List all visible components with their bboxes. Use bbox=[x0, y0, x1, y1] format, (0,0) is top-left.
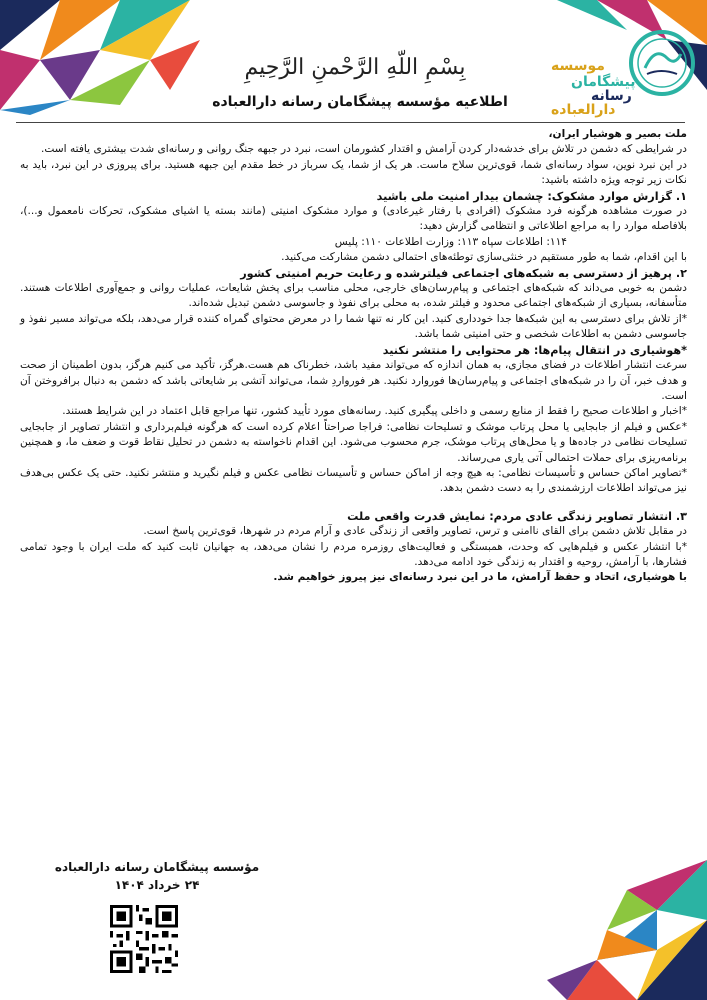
section-3-text: در مقابل تلاش دشمن برای القای ناامنی و ترس، تصاویر واقعی از زندگی عادی و آرام مردم در شهرها، قوی‌ترین پاسخ است. bbox=[143, 525, 687, 538]
intro-paragraph-1: در شرایطی که دشمن در تلاش برای خدشه‌دار کردن آرامش و اقتدار کشورمان است، نبرد در جبهه جنگ روانی و رسانه‌ای شدت بیشتری یافته است. bbox=[41, 143, 687, 156]
signature-org: مؤسسه پیشگامان رسانه دارالعباده bbox=[54, 860, 260, 874]
section-2-bullet: *از تلاش برای دسترسی به این شبکه‌ها جدا خودداری کنید. این کار نه تنها شما را در معرض محتوای گمراه کننده قرار می‌دهد، بلکه می‌تواند مسیر نفوذ و جاسوسی دشمن به اطلاعات شخصی و حتی امنیتی شما باشد. bbox=[20, 312, 687, 341]
announcement-body bbox=[20, 127, 687, 586]
section-2-text: دشمن به خوبی می‌داند که شبکه‌های اجتماعی و پیام‌رسان‌های خارجی، محلی مناسب برای پخش شایعات، عملیات روانی و جمع‌آوری اطلاعات هستند. متأسفانه، بسیاری از شبکه‌های اجتماعی محدود و فیلتر شده، به محلی برای نفوذ و جاسوسی دشمن تبدیل شده‌اند. bbox=[20, 282, 687, 310]
page-title: اطلاعیه مؤسسه پیشگامان رسانه دارالعباده bbox=[212, 94, 508, 110]
signature-block bbox=[47, 858, 267, 894]
intro-paragraph-2: در این نبرد نوین، سواد رسانه‌ای شما، قوی‌ترین سلاح ماست. هر یک از شما، یک سرباز در خط مقدم این جبهه هستید. برای پیروزی در این نبرد، باید به نکات زیر توجه ویژه داشته باشید: bbox=[20, 158, 687, 187]
section-2-heading: ۲. پرهیز از دسترسی به شبکه‌های اجتماعی فیلترشده و رعایت حریم امنیتی کشور bbox=[240, 266, 687, 280]
section-1-text: در صورت مشاهده هرگونه فرد مشکوک (افرادی با رفتار غیرعادی) و موارد مشکوک امنیتی (مانند بسته یا اشیای مشکوک، تحرکات نامعمول و...)، بلافاصله موارد را به مراجع اطلاعاتی و انتظامی گزارش دهید: bbox=[20, 205, 687, 233]
bullet-forwarding-text: سرعت انتشار اطلاعات در فضای مجازی، به همان اندازه که می‌تواند مفید باشد، خطرناک هم هست.هرگز، تأکید می کنیم هرگز، بدون اطمینان از صحت و هدف خبر، آن را در شبکه‌های اجتماعی و پیام‌رسان‌ها فوروارد نکنید. هر فورواردِ شما، می‌تواند آتشی بر شایعاتی باشد که دشمن به دنبال برافروختن آن است. bbox=[20, 359, 687, 402]
logo-text-line3: رسانه bbox=[591, 88, 632, 104]
bullet-missile-footage: *عکس و فیلم از جابجایی یا محل پرتاب موشک و تسلیحات نظامی: فراجا صراحتاً اعلام کرده است که هرگونه فیلم‌برداری و انتشار تصاویر از جابجایی تسلیحات نظامی در جاده‌ها و یا محل‌های پرتاب موشک، جرم محسوب می‌شود. این اقدام ناخواسته به دشمن در تحلیل نقاط قوت و ضعف ما، و همچنین برنامه‌ریزی برای حملات احتمالی آتی یاری می‌رساند. bbox=[20, 420, 687, 464]
decorative-corner-bottom-right bbox=[507, 800, 707, 1000]
decorative-corner-top-left bbox=[0, 0, 200, 115]
signature-date: ۲۴ خرداد ۱۴۰۴ bbox=[114, 878, 200, 892]
bismillah: بِسْمِ اللّهِ الرَّحْمنِ الرَّحِيمِ bbox=[244, 55, 466, 80]
salutation: ملت بصیر و هوشیار ایران، bbox=[548, 128, 687, 140]
bullet-forwarding-heading: *هوشیاری در انتقال پیام‌ها: هر محتوایی را منتشر نکنید bbox=[382, 343, 687, 357]
logo-emblem-icon bbox=[627, 28, 697, 98]
section-3-heading: ۳. انتشار تصاویر زندگی عادی مردم: نمایش قدرت واقعی ملت bbox=[347, 509, 687, 523]
logo-text-line2: پیشگامان bbox=[571, 74, 636, 90]
spacer bbox=[20, 497, 687, 509]
section-1-contacts: ۱۱۴: اطلاعات سپاه ۱۱۳: وزارت اطلاعات ۱۱۰: پلیس bbox=[334, 235, 567, 248]
qr-code-icon[interactable] bbox=[110, 905, 178, 973]
organization-logo bbox=[551, 28, 701, 128]
section-1-heading: ۱. گزارش موارد مشکوک: چشمان بیدار امنیت ملی باشید bbox=[376, 189, 687, 203]
logo-text-line4: دارالعباده bbox=[551, 102, 616, 118]
closing-statement: با هوشیاری، اتحاد و حفظ آرامش، ما در این نبرد رسانه‌ای نیز پیروز خواهیم شد. bbox=[273, 571, 687, 584]
section-1-closing: با این اقدام، شما به طور مستقیم در خنثی‌سازی توطئه‌های احتمالی دشمن مشارکت می‌کنید. bbox=[281, 251, 687, 264]
logo-text-line1: موسسه bbox=[551, 58, 605, 74]
bullet-sensitive-sites: *تصاویر اماکن حساس و تأسیسات نظامی: به هیچ وجه از اماکن حساس و تأسیسات نظامی عکس و فیلم نگیرید و منتشر نکنید. حتی یک عکس بی‌هدف نیز می‌تواند اطلاعات ارزشمندی را به دست دشمن بدهد. bbox=[20, 466, 687, 495]
header-divider bbox=[16, 122, 685, 123]
bullet-official-sources: *اخبار و اطلاعات صحیح را فقط از منابع رسمی و داخلی پیگیری کنید. رسانه‌های مورد تأیید کشور، تنها مراجع قابل اعتماد در این شرایط هستند. bbox=[62, 405, 687, 418]
section-3-bullet: *با انتشار عکس و فیلم‌هایی که وحدت، همبستگی و فعالیت‌های روزمره مردم را نشان می‌دهد، به جهانیان ثابت کنید که ملت ایران با وجود تمامی فشارها، با آرامش، روحیه و اقتدار به زندگی خود ادامه می‌دهد. bbox=[20, 540, 687, 568]
